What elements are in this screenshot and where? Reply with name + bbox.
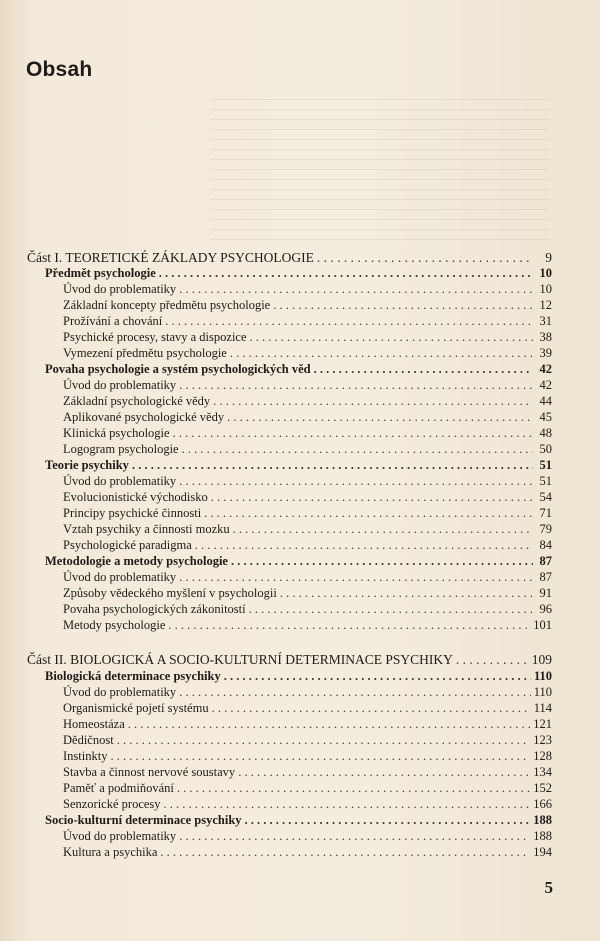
toc-section-entry[interactable] (63, 701, 552, 715)
toc-section-entry[interactable] (63, 829, 552, 843)
toc-entry-label: Předmět psychologie (45, 266, 156, 280)
dot-leader (168, 618, 530, 632)
toc-chapter-entry[interactable] (45, 362, 552, 376)
toc-section-entry[interactable] (63, 538, 552, 552)
toc-entry-label: Povaha psychologie a systém psychologických věd (45, 362, 311, 376)
toc-entry-page: 87 (539, 554, 552, 568)
toc-section-entry[interactable] (63, 797, 552, 811)
toc-entry-label: Část II. BIOLOGICKÁ A SOCIO-KULTURNÍ DETERMINACE PSYCHIKY (27, 652, 453, 667)
dot-leader (245, 813, 531, 827)
page-number: 5 (544, 878, 553, 897)
dot-leader (179, 282, 533, 296)
dot-leader (128, 717, 530, 731)
toc-entry-label: Úvod do problematiky (63, 282, 177, 296)
toc-section-entry[interactable] (63, 685, 552, 699)
dot-leader (456, 653, 529, 667)
toc-section-entry[interactable] (63, 394, 552, 408)
toc-entry-page: 188 (533, 829, 552, 843)
toc-entry-page: 134 (533, 765, 552, 779)
dot-leader (164, 797, 531, 811)
toc-entry-page: 188 (533, 813, 552, 827)
toc-entry-page: 12 (539, 298, 552, 312)
toc-entry-label: Úvod do problematiky (63, 829, 177, 843)
toc-section-entry[interactable] (63, 733, 552, 747)
dot-leader (179, 829, 530, 843)
toc-entry-page: 152 (533, 781, 552, 795)
toc-entry-label: Socio-kulturní determinace psychiky (45, 813, 242, 827)
dot-leader (230, 346, 533, 360)
toc-section-entry[interactable] (63, 314, 552, 328)
toc-section-entry[interactable] (63, 781, 552, 795)
toc-entry-page: 51 (539, 458, 552, 472)
toc-entry-label: Úvod do problematiky (63, 570, 177, 584)
toc-entry-label: Úvod do problematiky (63, 378, 177, 392)
dot-leader (179, 685, 531, 699)
toc-chapter-entry[interactable] (45, 669, 552, 683)
toc-entry-label: Prožívání a chování (63, 314, 163, 328)
toc-section-entry[interactable] (63, 298, 552, 312)
toc-section-entry[interactable] (63, 586, 552, 600)
dot-leader (182, 442, 533, 456)
toc-entry-page: 123 (533, 733, 552, 747)
dot-leader (195, 538, 533, 552)
toc-entry-page: 110 (533, 685, 552, 699)
toc-section-entry[interactable] (63, 378, 552, 392)
toc-section-entry[interactable] (63, 765, 552, 779)
dot-leader (227, 410, 533, 424)
dot-leader (165, 314, 533, 328)
dot-leader (173, 426, 533, 440)
toc-entry-page: 71 (539, 506, 552, 520)
toc-entry-page: 10 (539, 282, 552, 296)
toc-entry-page: 84 (539, 538, 552, 552)
toc-section-entry[interactable] (63, 490, 552, 504)
toc-entry-label: Klinická psychologie (63, 426, 170, 440)
dot-leader (238, 765, 530, 779)
dot-leader (273, 298, 533, 312)
dot-leader (314, 362, 533, 376)
toc-entry-label: Základní koncepty předmětu psychologie (63, 298, 271, 312)
toc-entry-page: 48 (539, 426, 552, 440)
toc-section-entry[interactable] (63, 522, 552, 536)
toc-chapter-entry[interactable] (45, 813, 552, 827)
toc-section-entry[interactable] (63, 442, 552, 456)
page-title: Obsah (26, 58, 93, 81)
toc-entry-label: Aplikované psychologické vědy (63, 410, 225, 424)
toc-entry-label: Metody psychologie (63, 618, 166, 632)
dot-leader (159, 266, 533, 280)
toc-entry-page: 31 (539, 314, 552, 328)
toc-entry-page: 101 (533, 618, 552, 632)
dot-leader (179, 378, 533, 392)
toc-entry-page: 38 (539, 330, 552, 344)
toc-entry-page: 54 (539, 490, 552, 504)
dot-leader (177, 781, 530, 795)
toc-section-entry[interactable] (63, 602, 552, 616)
dot-leader (211, 490, 533, 504)
toc-section-entry[interactable] (63, 474, 552, 488)
toc-entry-label: Vztah psychiky a činnosti mozku (63, 522, 230, 536)
toc-entry-page: 87 (539, 570, 552, 584)
toc-entry-page: 79 (539, 522, 552, 536)
toc-entry-label: Biologická determinace psychiky (45, 669, 221, 683)
toc-entry-page: 45 (539, 410, 552, 424)
toc-entry-label: Část I. TEORETICKÉ ZÁKLADY PSYCHOLOGIE (27, 250, 314, 265)
toc-section-entry[interactable] (63, 845, 552, 859)
toc-entry-page: 128 (533, 749, 552, 763)
dot-leader (212, 701, 531, 715)
toc-entry-label: Homeostáza (63, 717, 125, 731)
toc-entry-page: 51 (539, 474, 552, 488)
toc-entry-page: 96 (539, 602, 552, 616)
toc-section-entry[interactable] (63, 506, 552, 520)
dot-leader (110, 749, 530, 763)
dot-leader (160, 845, 530, 859)
dot-leader (317, 251, 533, 265)
dot-leader (132, 458, 533, 472)
toc-section-entry[interactable] (63, 330, 552, 344)
toc-entry-label: Teorie psychiky (45, 458, 129, 472)
toc-section-entry[interactable] (63, 570, 552, 584)
toc-entry-label: Kultura a psychika (63, 845, 158, 859)
toc-entry-label: Organismické pojetí systému (63, 701, 209, 715)
toc-entry-page: 42 (539, 378, 552, 392)
toc-chapter-entry[interactable] (45, 266, 552, 280)
dot-leader (117, 733, 531, 747)
dot-leader (204, 506, 533, 520)
show-through-texture (210, 90, 550, 240)
toc-entry-label: Senzorické procesy (63, 797, 161, 811)
toc-section-entry[interactable] (63, 410, 552, 424)
toc-entry-page: 10 (539, 266, 552, 280)
toc-entry-page: 194 (533, 845, 552, 859)
toc-entry-label: Instinkty (63, 749, 108, 763)
toc-entry-page: 44 (539, 394, 552, 408)
dot-leader (249, 602, 533, 616)
toc-entry-page: 109 (531, 652, 552, 667)
toc-entry-page: 110 (533, 669, 552, 683)
toc-section-entry[interactable] (63, 749, 552, 763)
dot-leader (179, 474, 533, 488)
toc-entry-label: Psychické procesy, stavy a dispozice (63, 330, 247, 344)
dot-leader (231, 554, 533, 568)
dot-leader (233, 522, 533, 536)
toc-part-entry[interactable] (27, 251, 552, 265)
toc-entry-label: Úvod do problematiky (63, 685, 177, 699)
toc-entry-page: 166 (533, 797, 552, 811)
toc-entry-label: Psychologické paradigma (63, 538, 192, 552)
toc-section-entry[interactable] (63, 618, 552, 632)
toc-entry-page: 50 (539, 442, 552, 456)
toc-entry-label: Stavba a činnost nervové soustavy (63, 765, 236, 779)
toc-entry-label: Dědičnost (63, 733, 114, 747)
toc-entry-label: Povaha psychologických zákonitostí (63, 602, 246, 616)
toc-entry-label: Základní psychologické vědy (63, 394, 211, 408)
toc-entry-label: Metodologie a metody psychologie (45, 554, 228, 568)
toc-entry-label: Logogram psychologie (63, 442, 179, 456)
toc-chapter-entry[interactable] (45, 458, 552, 472)
toc-entry-page: 114 (533, 701, 552, 715)
toc-entry-page: 42 (539, 362, 552, 376)
dot-leader (179, 570, 533, 584)
toc-part-entry[interactable] (27, 653, 552, 667)
dot-leader (280, 586, 533, 600)
toc-entry-label: Způsoby vědeckého myšlení v psychologii (63, 586, 277, 600)
toc-entry-page: 39 (539, 346, 552, 360)
toc-entry-label: Principy psychické činnosti (63, 506, 202, 520)
toc-section-entry[interactable] (63, 282, 552, 296)
toc-entry-label: Evolucionistické východisko (63, 490, 208, 504)
dot-leader (250, 330, 533, 344)
toc-entry-page: 9 (545, 250, 552, 265)
dot-leader (213, 394, 533, 408)
toc-chapter-entry[interactable] (45, 554, 552, 568)
toc-entry-label: Vymezení předmětu psychologie (63, 346, 227, 360)
toc-section-entry[interactable] (63, 346, 552, 360)
toc-entry-page: 91 (539, 586, 552, 600)
toc-entry-label: Úvod do problematiky (63, 474, 177, 488)
toc-entry-label: Paměť a podmiňování (63, 781, 174, 795)
dot-leader (224, 669, 531, 683)
toc-section-entry[interactable] (63, 717, 552, 731)
toc-section-entry[interactable] (63, 426, 552, 440)
toc-entry-page: 121 (533, 717, 552, 731)
